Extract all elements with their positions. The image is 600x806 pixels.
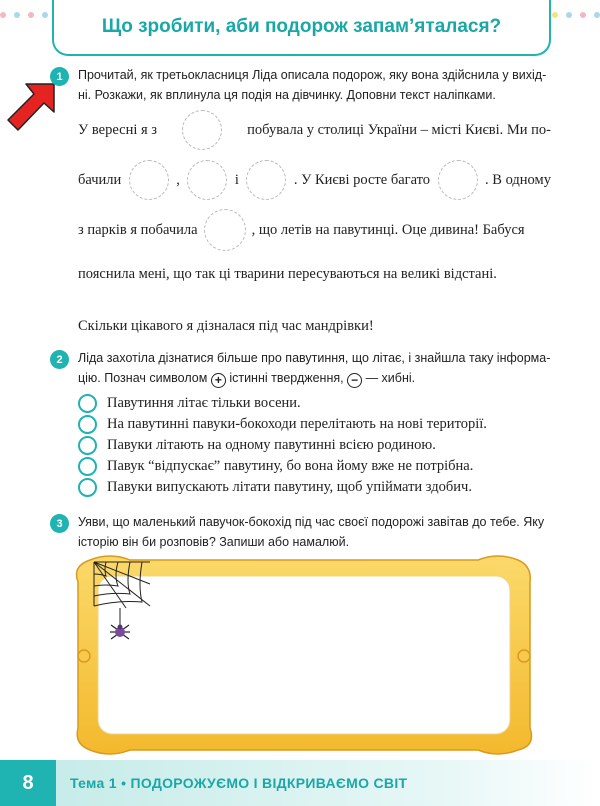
task-number-2: 2 (50, 350, 69, 369)
story-line-4 (78, 265, 551, 283)
story-text-fragment: побувала у столиці України – місті Києві. Ми по- (247, 122, 551, 138)
spider-icon (108, 608, 132, 644)
statement-text: Павук “відпускає” павутину, бо вона йому вже не потрібна. (107, 458, 474, 474)
sticker-slot-3[interactable] (187, 160, 227, 200)
task2-instruction-line2 (78, 368, 558, 388)
answer-circle[interactable] (78, 394, 97, 413)
task3-instruction-line1: Уяви, що маленький павучок-бокохід під час своєї подорожі завітав до тебе. Яку (78, 515, 545, 529)
story-line-3 (78, 209, 551, 251)
statement-text: Павутиння літає тільки восени. (107, 395, 301, 411)
minus-symbol-icon: − (347, 373, 362, 388)
task-number-1: 1 (50, 67, 69, 86)
story-text-fragment: пояснила мені, що так ці тварини пересуваються на великі відстані. (78, 266, 497, 282)
sticker-slot-2[interactable] (129, 160, 169, 200)
statement-item[interactable] (78, 456, 487, 477)
answer-circle[interactable] (78, 415, 97, 434)
page-number: 8 (0, 760, 56, 806)
task2-instruction-line1: Ліда захотіла дізнатися більше про павутиння, що літає, і знайшла таку інформа- (78, 351, 551, 365)
statement-text: На павутинні павуки-бокоходи перелітають на нові території. (107, 416, 487, 432)
page-title: Що зробити, аби подорож запам’яталася? (101, 16, 502, 37)
statement-text: Павуки випускають літати павутину, щоб упіймати здобич. (107, 479, 472, 495)
story-text-fragment: бачили (78, 172, 122, 188)
answer-circle[interactable] (78, 436, 97, 455)
footer-topic: Тема 1 • ПОДОРОЖУЄМО І ВІДКРИВАЄМО СВІТ (56, 760, 600, 806)
task2-instruction (78, 348, 558, 388)
task2-text-fragment: — хибні. (365, 371, 416, 385)
answer-circle[interactable] (78, 457, 97, 476)
answer-circle[interactable] (78, 478, 97, 497)
story-text-fragment: з парків я побачила (78, 222, 198, 238)
sticker-slot-6[interactable] (204, 209, 246, 251)
task1-instruction-line1: Прочитай, як третьокласниця Ліда описала подорож, яку вона здійснила у вихід- (78, 68, 547, 82)
statement-item[interactable] (78, 414, 487, 435)
story-text-fragment: і (234, 172, 239, 188)
decor-dots-right (552, 12, 600, 20)
spider-web-icon (92, 560, 154, 610)
sticker-slot-4[interactable] (246, 160, 286, 200)
task2-text-fragment: істинні твердження, (229, 371, 344, 385)
task1-instruction (78, 65, 558, 105)
statement-text: Павуки літають на одному павутинні всією родиною. (107, 437, 436, 453)
statement-item[interactable] (78, 435, 487, 456)
task2-text-fragment: цію. Познач символом (78, 371, 208, 385)
task-number-3: 3 (50, 514, 69, 533)
task3-instruction-line2: історію він би розповів? Запиши або намалюй. (78, 535, 350, 549)
statement-item[interactable] (78, 393, 487, 414)
story-text-fragment: , що летів на павутинці. Оце дивина! Бабуся (251, 222, 525, 238)
sticker-slot-5[interactable] (438, 160, 478, 200)
statement-item[interactable] (78, 477, 487, 498)
story-text-fragment: . У Києві росте багато (293, 172, 431, 188)
plus-symbol-icon: + (211, 373, 226, 388)
red-arrow-icon (4, 78, 60, 134)
story-text-fragment: . В одному (485, 172, 551, 188)
story-text-fragment: , (176, 172, 180, 188)
sticker-slot-1[interactable] (182, 110, 222, 150)
page-footer (0, 760, 600, 806)
title-banner (52, 0, 551, 56)
story-line-2 (78, 160, 551, 200)
task1-instruction-line2: ні. Розкажи, як вплинула ця подія на дівчинку. Доповни текст наліпками. (78, 88, 496, 102)
task3-instruction (78, 512, 558, 552)
statement-list (78, 393, 487, 498)
story-line-1 (78, 110, 551, 150)
story-text-fragment: У вересні я з (78, 122, 158, 138)
story-text-fragment: Скільки цікавого я дізналася під час мандрівки! (78, 318, 374, 334)
story-line-5 (78, 317, 551, 335)
